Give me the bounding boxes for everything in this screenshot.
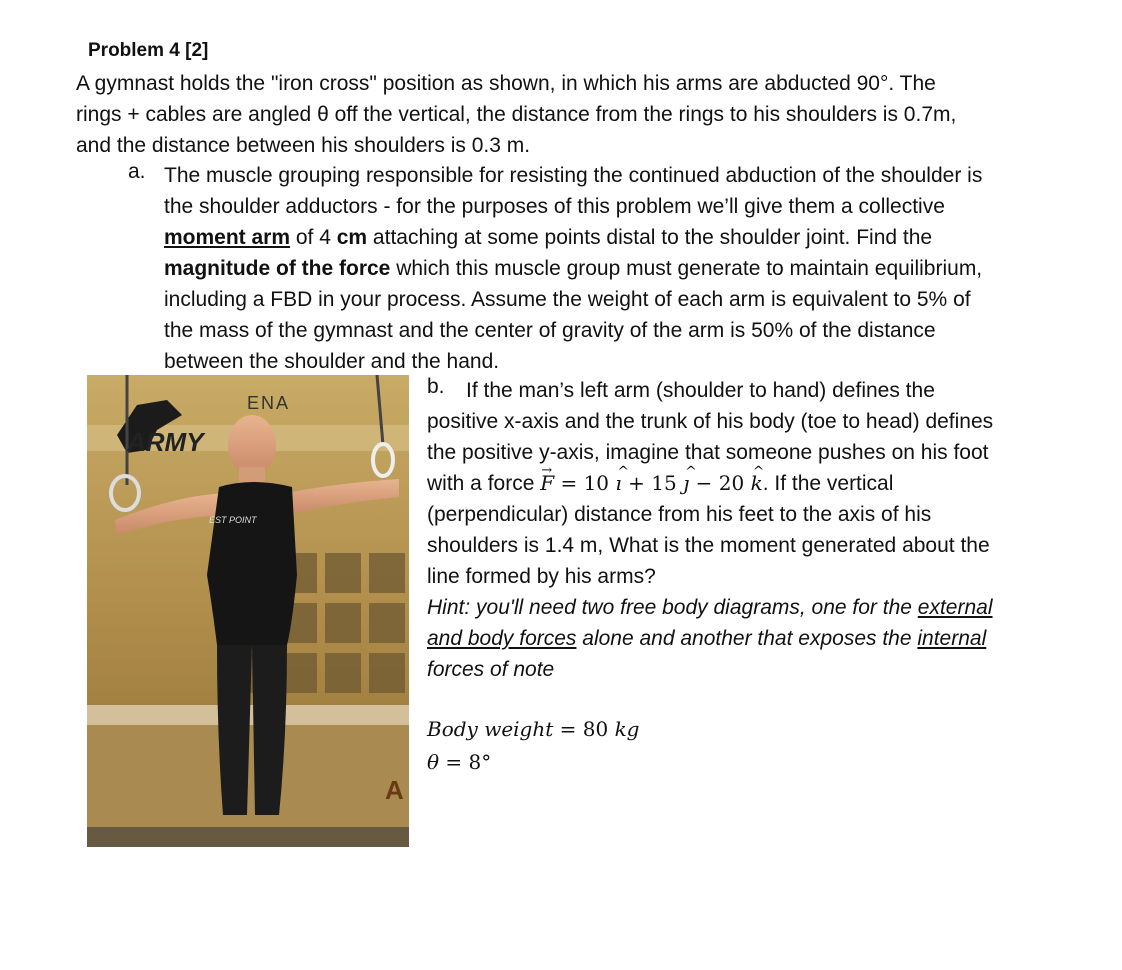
hint-line: forces of note bbox=[427, 658, 555, 681]
part-a-line: The muscle grouping responsible for resisting the continued abduction of the shoulder is bbox=[164, 164, 983, 187]
intro-line: rings + cables are angled θ off the vertical, the distance from the rings to his shoulders is 0.7m, bbox=[76, 103, 957, 126]
intro-line: A gymnast holds the "iron cross" position as shown, in which his arms are abducted 90°. The bbox=[76, 72, 936, 95]
givens bbox=[427, 714, 639, 780]
moment-arm-term: moment arm bbox=[164, 226, 291, 249]
part-a-line: the shoulder adductors - for the purposes of this problem we’ll give them a collective bbox=[164, 195, 945, 218]
army-banner-text: ARMY bbox=[127, 427, 204, 457]
part-a-line: magnitude of the force which this muscle group must generate to maintain equilibrium, bbox=[164, 257, 983, 280]
gymnast-photo bbox=[87, 375, 409, 847]
force-line: with a force → F = 10 ^ ı + 15 ^ ȷ − 20 ^ k. If the vertical bbox=[427, 468, 993, 499]
problem-heading: Problem 4 [2] bbox=[88, 40, 209, 61]
part-b-line: (perpendicular) distance from his feet to the axis of his bbox=[427, 503, 932, 526]
singlet-text: EST POINT bbox=[209, 515, 257, 525]
part-a-text bbox=[164, 160, 982, 377]
hint-line: and body forces alone and another that exposes the internal bbox=[427, 627, 987, 650]
part-b-line: shoulders is 1.4 m, What is the moment generated about the bbox=[427, 534, 990, 557]
part-b-line: line formed by his arms? bbox=[427, 565, 656, 588]
hint-line: Hint: you'll need two free body diagrams, one for the external bbox=[427, 596, 993, 619]
part-a-line: the mass of the gymnast and the center of gravity of the arm is 50% of the distance bbox=[164, 319, 936, 342]
j-hat: ^ ȷ bbox=[683, 468, 689, 499]
force-vector-symbol: → F bbox=[540, 468, 554, 499]
logo-text: A bbox=[385, 775, 404, 805]
intro-line: and the distance between his shoulders is 0.3 m. bbox=[76, 134, 531, 157]
part-b-line: the positive y-axis, imagine that someone pushes on his foot bbox=[427, 441, 989, 464]
part-b-text bbox=[427, 406, 993, 685]
problem-intro bbox=[76, 68, 956, 161]
part-a-label: a. bbox=[128, 160, 146, 183]
sign-text: ENA bbox=[247, 393, 291, 413]
body-weight: Body weight = 80 kg bbox=[427, 717, 640, 741]
part-b-first-line: If the man’s left arm (shoulder to hand) defines the bbox=[466, 379, 935, 402]
force-magnitude-term: magnitude of the force bbox=[164, 257, 391, 280]
part-a-line: moment arm of 4 cm attaching at some points distal to the shoulder joint. Find the bbox=[164, 226, 933, 249]
part-a-line: including a FBD in your process. Assume the weight of each arm is equivalent to 5% of bbox=[164, 288, 971, 311]
part-b-line: positive x-axis and the trunk of his body (toe to head) defines bbox=[427, 410, 994, 433]
part-b-label: b. bbox=[427, 375, 445, 398]
theta-value: θ = 8° bbox=[427, 750, 492, 774]
part-a-line: between the shoulder and the hand. bbox=[164, 350, 500, 373]
i-hat: ^ ı bbox=[615, 468, 621, 499]
k-hat: ^ k bbox=[751, 468, 763, 499]
